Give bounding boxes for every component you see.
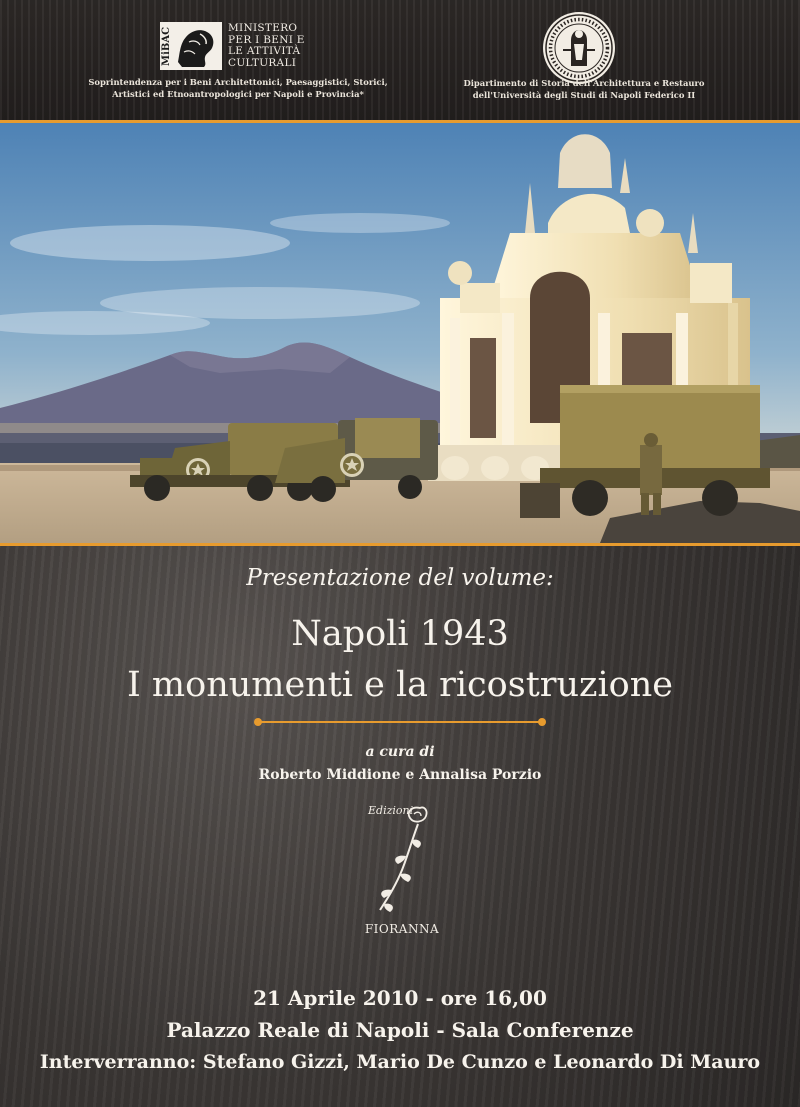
publisher-logo [362, 800, 442, 945]
svg-text:MiBAC: MiBAC [161, 26, 172, 66]
soprintendenza-text: Soprintendenza per i Beni Architettonici, Paesaggistici, Storici, Artistici ed Etnoantropologici per Napoli e Provincia* [88, 77, 388, 99]
book-title-line2: I monumenti e la ricostruzione [126, 665, 673, 705]
rose-icon [362, 800, 442, 925]
divider-dot-right [538, 718, 546, 726]
mibac-head-icon [160, 22, 222, 70]
event-subtitle: Presentazione del volume: [246, 565, 554, 591]
divider-dot-left [254, 718, 262, 726]
book-title-line1: Napoli 1943 [291, 614, 509, 654]
event-speakers: Interverranno: Stefano Gizzi, Mario De Cunzo e Leonardo Di Mauro [39, 1051, 761, 1073]
cover-photo [0, 123, 800, 543]
ministry-name: MINISTERO PER I BENI E LE ATTIVITÀ CULTURALI [228, 22, 305, 69]
cover-photo-illustration [0, 123, 800, 543]
publisher-name: FIORANNA [364, 922, 440, 936]
header-band [0, 0, 800, 120]
university-seal-icon [541, 10, 617, 86]
publisher-label: Edizioni [368, 804, 414, 817]
mibac-logo [160, 22, 378, 70]
event-venue: Palazzo Reale di Napoli - Sala Conferenze [166, 1018, 634, 1042]
title-divider [258, 721, 542, 723]
curated-by-label: a cura di [365, 744, 435, 760]
dipartimento-text: Dipartimento di Storia dell'Architettura e Restauro dell'Università degli Studi di Napoli Federico II [463, 78, 705, 100]
bottom-orange-rule [0, 543, 800, 546]
editors: Roberto Middione e Annalisa Porzio [258, 767, 542, 783]
event-date-time: 21 Aprile 2010 - ore 16,00 [253, 986, 547, 1010]
